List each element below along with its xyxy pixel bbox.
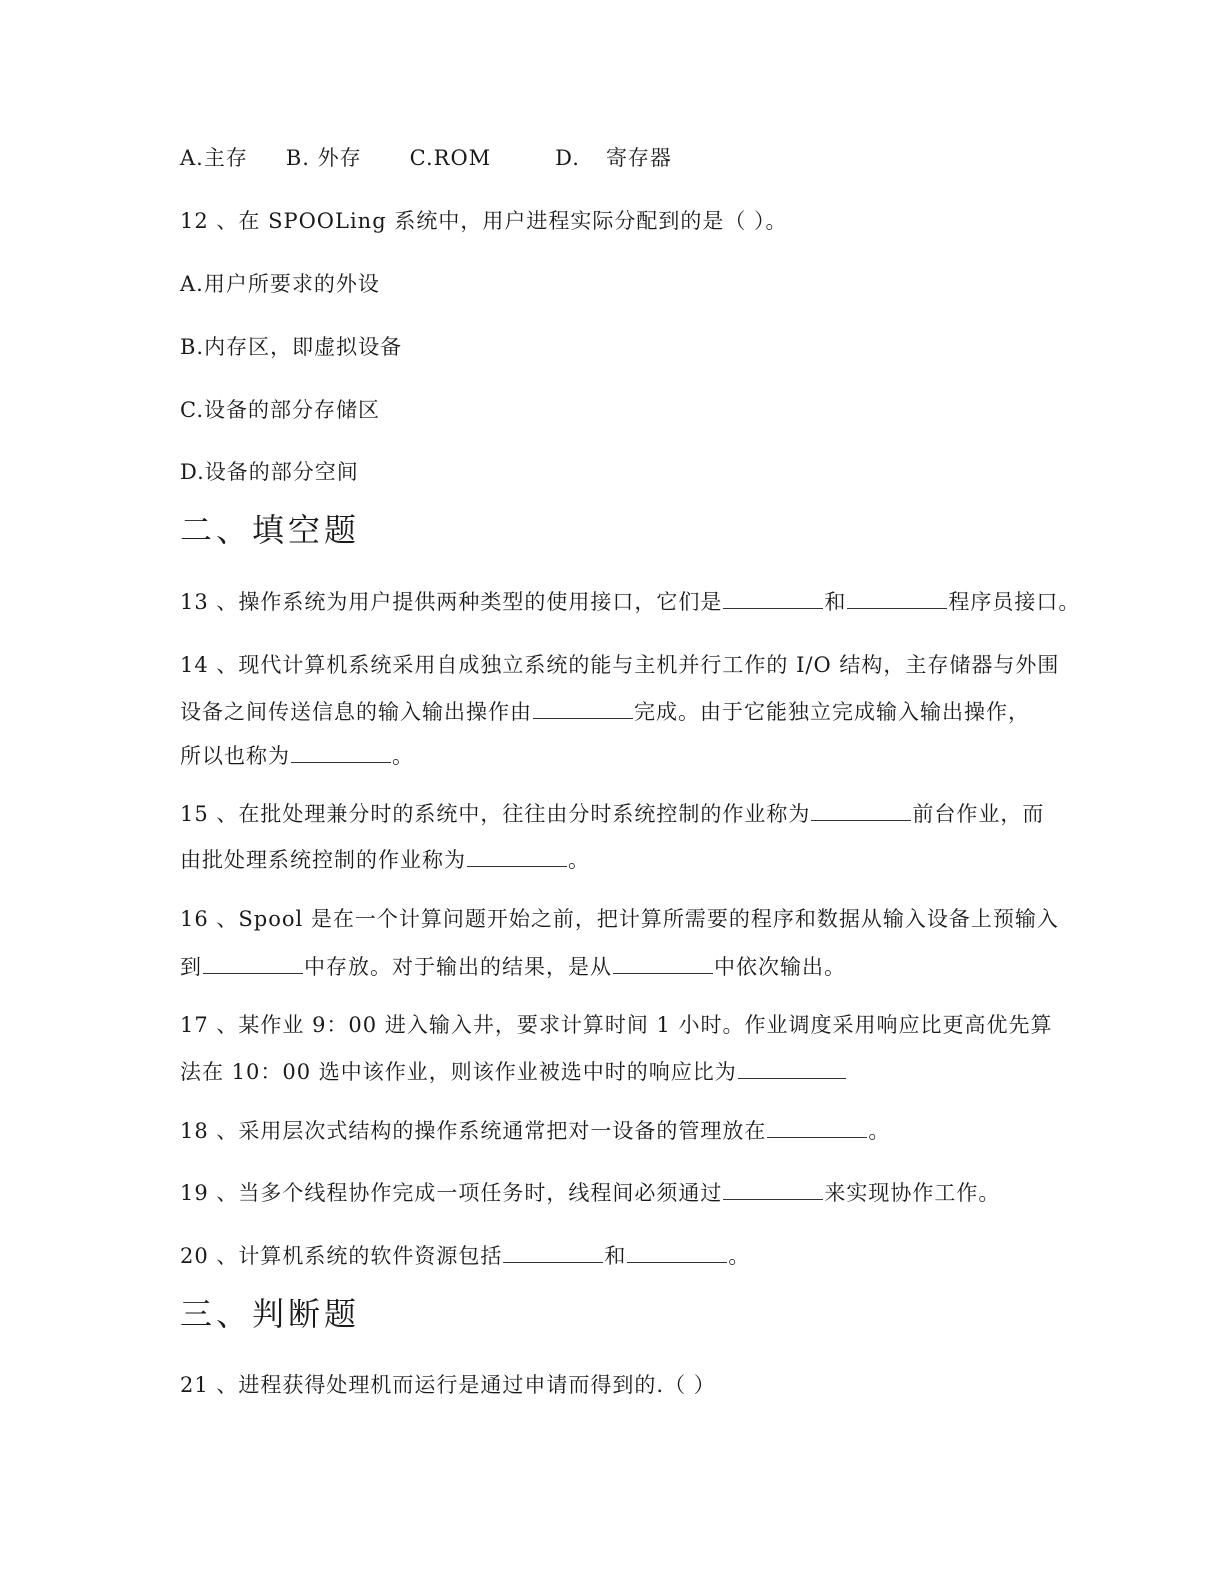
q16-text-2: 中存放。对于输出的结果，是从 bbox=[304, 955, 612, 979]
q16-line-2 bbox=[180, 953, 846, 981]
q11-option-d: D. bbox=[555, 146, 580, 170]
q20 bbox=[180, 1242, 750, 1270]
q16-blank-2[interactable] bbox=[613, 955, 713, 974]
q16-text-3: 中依次输出。 bbox=[714, 955, 846, 979]
q14-blank-1[interactable] bbox=[533, 700, 633, 719]
q17-blank-1[interactable] bbox=[738, 1060, 846, 1079]
q19 bbox=[180, 1179, 1000, 1207]
q17-line-2 bbox=[180, 1058, 847, 1086]
section-heading-true-false: 三、判断题 bbox=[180, 1295, 361, 1333]
q15-line-2 bbox=[180, 846, 590, 874]
q20-text-1: 20 、计算机系统的软件资源包括 bbox=[180, 1244, 503, 1268]
q13-text-1: 13 、操作系统为用户提供两种类型的使用接口，它们是 bbox=[180, 590, 723, 614]
q13-blank-1[interactable] bbox=[723, 590, 823, 609]
q20-blank-2[interactable] bbox=[627, 1244, 727, 1263]
q16-blank-1[interactable] bbox=[203, 955, 303, 974]
q16-text-1: 到 bbox=[180, 955, 202, 979]
q12-option-a: A.用户所要求的外设 bbox=[180, 272, 380, 296]
q12-stem: 12 、在 SPOOLing 系统中，用户进程实际分配到的是（ ）。 bbox=[180, 209, 788, 233]
q14-text-1: 设备之间传送信息的输入输出操作由 bbox=[180, 700, 532, 724]
q14-line-2 bbox=[180, 698, 1030, 726]
q19-blank-1[interactable] bbox=[723, 1181, 823, 1200]
q13 bbox=[180, 588, 1080, 616]
q15-text-4: 。 bbox=[568, 848, 590, 872]
q18-text-2: 。 bbox=[868, 1119, 891, 1143]
q17-line-1: 17 、某作业 9：00 进入输入井，要求计算时间 1 小时。作业调度采用响应比更高优先算 bbox=[180, 1013, 1053, 1037]
q21-stem: 21 、进程获得处理机而运行是通过申请而得到的.（ ） bbox=[180, 1373, 716, 1397]
q14-text-4: 。 bbox=[392, 744, 414, 768]
q14-text-3: 所以也称为 bbox=[180, 744, 290, 768]
q15-text-3: 由批处理系统控制的作业称为 bbox=[180, 848, 466, 872]
q20-blank-1[interactable] bbox=[503, 1244, 603, 1263]
q20-text-2: 和 bbox=[604, 1244, 627, 1268]
q15-text-2: 前台作业，而 bbox=[912, 802, 1045, 826]
q12-option-b: B.内存区，即虚拟设备 bbox=[180, 335, 403, 359]
q11-option-b: B. 外存 bbox=[285, 146, 362, 170]
q13-text-3: 程序员接口。 bbox=[948, 590, 1081, 614]
q18-blank-1[interactable] bbox=[767, 1119, 867, 1138]
q13-text-2: 和 bbox=[824, 590, 847, 614]
q13-blank-2[interactable] bbox=[847, 590, 947, 609]
q15-text-1: 15 、在批处理兼分时的系统中，往往由分时系统控制的作业称为 bbox=[180, 802, 811, 826]
q19-text-2: 来实现协作工作。 bbox=[824, 1181, 1001, 1205]
q18-text-1: 18 、采用层次式结构的操作系统通常把对一设备的管理放在 bbox=[180, 1119, 767, 1143]
q17-text-1: 法在 10：00 选中该作业，则该作业被选中时的响应比为 bbox=[180, 1060, 737, 1084]
q15-blank-1[interactable] bbox=[811, 802, 911, 821]
q11-option-a: A.主存 bbox=[180, 146, 248, 170]
q12-option-d: D.设备的部分空间 bbox=[180, 460, 359, 484]
q14-line-3 bbox=[180, 742, 414, 770]
q20-text-3: 。 bbox=[728, 1244, 751, 1268]
q11-option-d-text: 寄存器 bbox=[605, 146, 672, 170]
q11-options bbox=[180, 144, 672, 172]
q18 bbox=[180, 1117, 890, 1145]
section-heading-fill-in: 二、填空题 bbox=[180, 511, 361, 549]
q14-text-2: 完成。由于它能独立完成输入输出操作， bbox=[634, 700, 1030, 724]
q15-blank-2[interactable] bbox=[467, 848, 567, 867]
q16-line-1: 16 、Spool 是在一个计算问题开始之前，把计算所需要的程序和数据从输入设备上预输入 bbox=[180, 907, 1059, 931]
q14-line-1: 14 、现代计算机系统采用自成独立系统的能与主机并行工作的 I/O 结构，主存储器与外围 bbox=[180, 653, 1060, 677]
q19-text-1: 19 、当多个线程协作完成一项任务时，线程间必须通过 bbox=[180, 1181, 723, 1205]
q12-option-c: C.设备的部分存储区 bbox=[180, 398, 380, 422]
q11-option-c: C.ROM bbox=[409, 146, 492, 170]
q14-blank-2[interactable] bbox=[291, 744, 391, 763]
q15-line-1 bbox=[180, 800, 1044, 828]
